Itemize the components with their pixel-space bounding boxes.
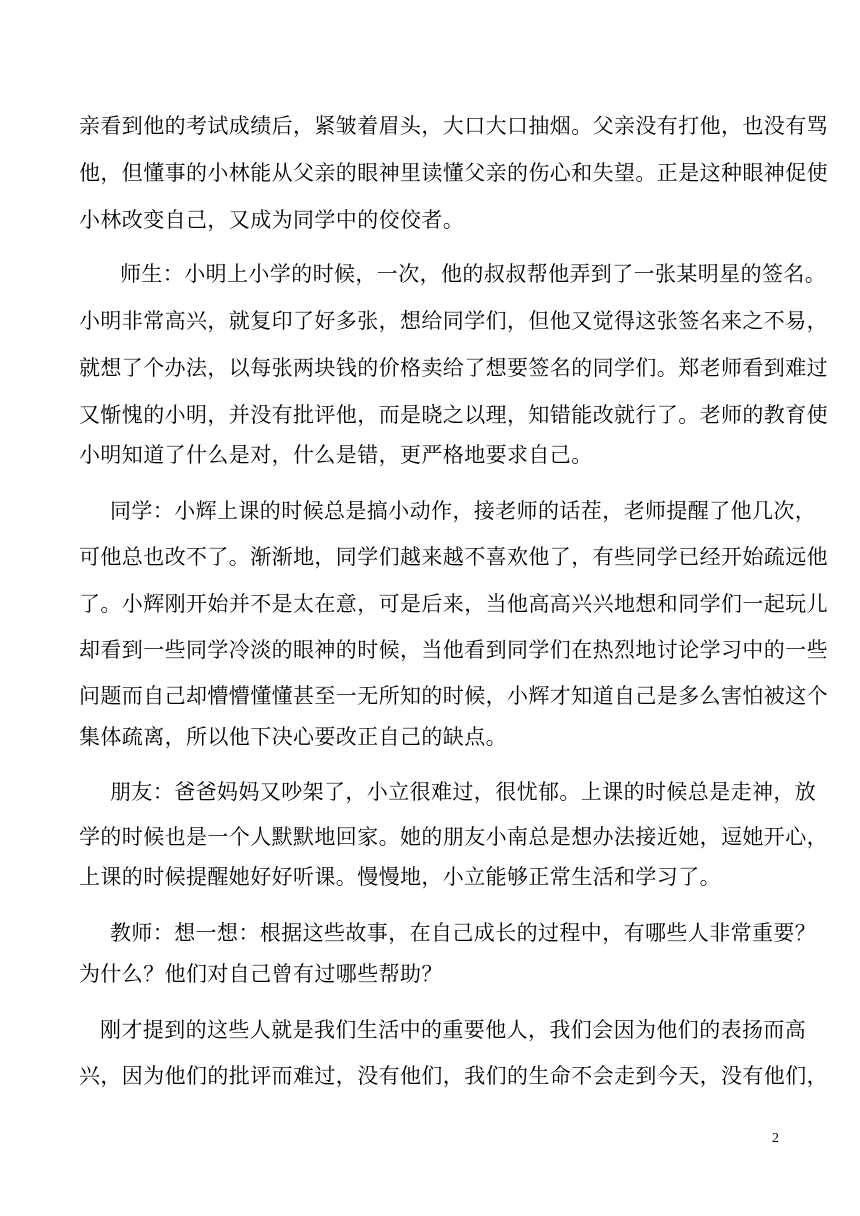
text-line: 为什么？他们对自己曾有过哪些帮助？ [79,962,443,986]
text-line: 上课的时候提醒她好好听课。慢慢地，小立能够正常生活和学习了。 [79,865,721,889]
text-line: 学的时候也是一个人默默地回家。她的朋友小南总是想办法接近她，逗她开心， [79,825,828,849]
page-number: 2 [772,1131,779,1146]
text-line: 师生：小明上小学的时候，一次，他的叔叔帮他弄到了一张某明星的签名。 [120,262,827,286]
text-line: 教师：想一想：根据这些故事，在自己成长的过程中，有哪些人非常重要？ [110,921,817,945]
text-line: 集体疏离，所以他下决心要改正自己的缺点。 [79,725,507,749]
text-line: 又惭愧的小明，并没有批评他，而是晓之以理，知错能改就行了。老师的教育使 [79,403,828,427]
text-line: 他，但懂事的小林能从父亲的眼神里读懂父亲的伤心和失望。正是这种眼神促使 [79,161,828,185]
text-line: 了。小辉刚开始并不是太在意，可是后来，当他高高兴兴地想和同学们一起玩儿 [79,592,828,616]
text-line: 同学：小辉上课的时候总是搞小动作，接老师的话茬，老师提醒了他几次， [110,499,817,523]
text-line: 小林改变自己，又成为同学中的佼佼者。 [79,208,465,232]
text-line: 却看到一些同学冷淡的眼神的时候，当他看到同学们在热烈地讨论学习中的一些 [79,638,828,662]
text-line: 小明知道了什么是对，什么是错，更严格地要求自己。 [79,443,593,467]
text-line: 就想了个办法，以每张两块钱的价格卖给了想要签名的同学们。郑老师看到难过 [79,356,828,380]
text-line: 朋友：爸爸妈妈又吵架了，小立很难过，很忧郁。上课的时候总是走神，放 [110,780,817,804]
text-line: 亲看到他的考试成绩后，紧皱着眉头，大口大口抽烟。父亲没有打他，也没有骂 [79,114,828,138]
text-line: 小明非常高兴，就复印了好多张，想给同学们，但他又觉得这张签名来之不易， [79,309,828,333]
text-line: 兴，因为他们的批评而难过，没有他们，我们的生命不会走到今天，没有他们， [79,1064,828,1088]
text-line: 刚才提到的这些人就是我们生活中的重要他人，我们会因为他们的表扬而高 [100,1018,807,1042]
text-line: 可他总也改不了。渐渐地，同学们越来越不喜欢他了，有些同学已经开始疏远他 [79,545,828,569]
text-line: 问题而自己却懵懵懂懂甚至一无所知的时候，小辉才知道自己是多么害怕被这个 [79,684,828,708]
